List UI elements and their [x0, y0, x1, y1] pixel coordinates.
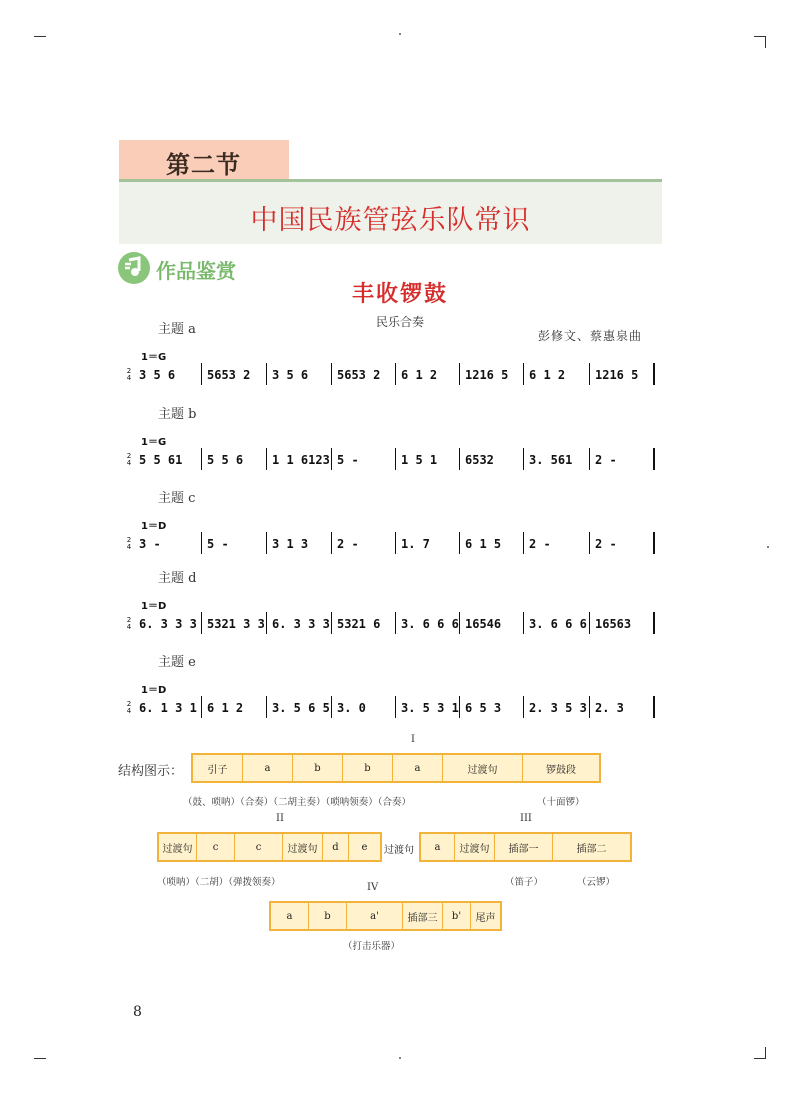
bar-line: [266, 532, 267, 554]
time-signature-top: 2: [126, 452, 132, 460]
bar-line: [459, 448, 460, 470]
measure: 1 5 1: [401, 453, 438, 467]
measure: 3. 5 3 1: [401, 701, 459, 715]
bar-line: [589, 612, 590, 634]
piece-title: 丰收锣鼓: [351, 281, 448, 307]
bar-line: [459, 612, 460, 634]
bar-line: [653, 532, 655, 554]
bar-line: [523, 363, 524, 385]
measure: 5 -: [207, 537, 229, 551]
measure: 5 5 61: [139, 453, 183, 467]
measure: 6 1 5: [465, 537, 502, 551]
structure-cell: 尾声: [475, 912, 496, 924]
structure-cell: c: [197, 834, 235, 860]
measure: 5321 3 3: [207, 617, 265, 631]
structure-strip-i: [191, 753, 601, 783]
section-title: 中国民族管弦乐队常识: [250, 205, 531, 236]
structure-cell: 过渡句: [283, 834, 323, 860]
section-tab: [119, 140, 289, 180]
structure-cell: a: [271, 903, 309, 929]
bar-line: [395, 612, 396, 634]
structure-cell: 引子: [193, 755, 243, 781]
bar-line: [331, 696, 332, 718]
bar-line: [589, 696, 590, 718]
measure: 6. 1 3 1: [139, 701, 197, 715]
section-roman-ii: II: [276, 813, 284, 824]
measure: 2. 3: [595, 701, 624, 715]
bar-line: [653, 612, 655, 634]
time-signature-top: 2: [126, 536, 132, 544]
page-number: 8: [133, 1004, 142, 1020]
notation-line: [135, 360, 657, 390]
structure-cell: a: [421, 834, 455, 860]
bar-line: [395, 363, 396, 385]
time-signature: [125, 368, 133, 382]
theme-label: 主题 e: [158, 655, 196, 670]
registration-dot: [399, 33, 401, 35]
bar-line: [331, 532, 332, 554]
structure-cell: d: [323, 834, 349, 860]
bar-line: [589, 448, 590, 470]
notation-line: [135, 529, 657, 559]
bar-line: [201, 532, 202, 554]
measure: 3. 561: [529, 453, 573, 467]
bar-line: [523, 448, 524, 470]
bar-line: [266, 696, 267, 718]
bar-line: [395, 448, 396, 470]
notation-line: [135, 693, 657, 723]
measure: 2 -: [595, 453, 617, 467]
time-signature-bottom: 4: [126, 374, 132, 382]
structure-cell: c: [235, 834, 283, 860]
bar-line: [266, 363, 267, 385]
key-signature: 1＝G: [141, 352, 167, 363]
crop-mark: [765, 36, 766, 48]
instrument-note: （打击乐器）: [343, 941, 401, 952]
bar-line: [201, 363, 202, 385]
time-signature-bottom: 4: [126, 623, 132, 631]
measure: 6. 3 3 3: [139, 617, 197, 631]
measure: 16546: [465, 617, 502, 631]
time-signature: [125, 701, 133, 715]
structure-cell: 插部二: [576, 843, 607, 855]
structure-label: 结构图示：: [118, 764, 184, 779]
piece-subtitle: 民乐合奏: [375, 315, 424, 329]
measure: 1. 7: [401, 537, 430, 551]
structure-cell: a: [393, 755, 443, 781]
section-roman-iii: III: [520, 813, 532, 824]
measure: 3 5 6: [139, 368, 176, 382]
bar-line: [266, 612, 267, 634]
bar-line: [589, 363, 590, 385]
structure-cell: 锣鼓段: [546, 764, 576, 776]
measure: 6. 3 3 3: [272, 617, 330, 631]
measure: 5653 2: [337, 368, 381, 382]
section-roman-i: I: [411, 734, 415, 745]
time-signature: [125, 453, 133, 467]
time-signature: [125, 537, 133, 551]
key-signature: 1＝G: [141, 437, 167, 448]
structure-cell: b': [443, 903, 471, 929]
theme-label: 主题 a: [158, 322, 196, 337]
time-signature-bottom: 4: [126, 459, 132, 467]
time-signature-top: 2: [126, 700, 132, 708]
notation-line: [135, 609, 657, 639]
structure-cell: a: [243, 755, 293, 781]
measure: 3 5 6: [272, 368, 309, 382]
measure: 3. 6 6 6: [529, 617, 587, 631]
structure-cell: b: [293, 755, 343, 781]
bar-line: [523, 532, 524, 554]
measure: 2 -: [529, 537, 551, 551]
bar-line: [395, 532, 396, 554]
structure-cell: 插部三: [403, 903, 443, 929]
measure: 16563: [595, 617, 632, 631]
time-signature: [125, 617, 133, 631]
instrument-note: （鼓、唢呐）（合奏）（二胡主奏）（唢呐领奏）（合奏）: [183, 797, 412, 808]
instrument-note: （笛子）: [505, 877, 544, 888]
structure-cell: 插部一: [495, 834, 553, 860]
bar-line: [266, 448, 267, 470]
structure-cell: b: [343, 755, 393, 781]
theme-label: 主题 c: [158, 491, 196, 506]
measure: 1216 5: [595, 368, 639, 382]
structure-cell: e: [361, 841, 368, 853]
measure: 6 5 3: [465, 701, 502, 715]
measure: 2 -: [595, 537, 617, 551]
measure: 3. 0: [337, 701, 366, 715]
measure: 6 1 2: [529, 368, 566, 382]
measure: 1216 5: [465, 368, 509, 382]
structure-strip-iii: [419, 832, 632, 862]
theme-label: 主题 b: [158, 407, 197, 422]
bar-line: [201, 448, 202, 470]
bar-line: [201, 612, 202, 634]
measure: 5321 6: [337, 617, 381, 631]
structure-strip-iv: [269, 901, 502, 931]
measure: 6 1 2: [401, 368, 438, 382]
key-signature: 1＝D: [141, 521, 167, 532]
crop-mark: [34, 36, 46, 37]
time-signature-top: 2: [126, 367, 132, 375]
measure: 3. 5 6 5: [272, 701, 330, 715]
bar-line: [459, 363, 460, 385]
bar-line: [331, 612, 332, 634]
registration-dot: [767, 546, 769, 548]
time-signature-bottom: 4: [126, 543, 132, 551]
bar-line: [331, 448, 332, 470]
measure: 1 1 6123: [272, 453, 330, 467]
measure: 6532: [465, 453, 494, 467]
bar-line: [523, 612, 524, 634]
measure: 5653 2: [207, 368, 251, 382]
instrument-note: （云锣）: [577, 877, 616, 888]
measure: 6 1 2: [207, 701, 244, 715]
instrument-note: （十面锣）: [537, 797, 585, 808]
time-signature-top: 2: [126, 616, 132, 624]
bar-line: [201, 696, 202, 718]
time-signature-bottom: 4: [126, 707, 132, 715]
registration-dot: [399, 1057, 401, 1059]
key-signature: 1＝D: [141, 685, 167, 696]
bar-line: [459, 696, 460, 718]
structure-cell: 过渡句: [159, 834, 197, 860]
bar-line: [653, 448, 655, 470]
structure-strip-ii: [157, 832, 382, 862]
notation-line: [135, 445, 657, 475]
composer-credit: 彭修文、蔡惠泉曲: [538, 329, 643, 343]
instrument-note: （唢呐）（二胡）（弹拨领奏）: [157, 877, 281, 888]
structure-cell: 过渡句: [455, 834, 495, 860]
measure: 2. 3 5 3: [529, 701, 587, 715]
crop-mark: [34, 1058, 46, 1059]
transition-label: 过渡句: [384, 845, 414, 856]
section-tab-label: 第二节: [166, 151, 241, 179]
structure-cell: a': [347, 903, 403, 929]
measure: 3 1 3: [272, 537, 309, 551]
bar-line: [331, 363, 332, 385]
key-signature: 1＝D: [141, 601, 167, 612]
structure-cell: b: [309, 903, 347, 929]
crop-mark: [765, 1047, 766, 1059]
measure: 5 5 6: [207, 453, 244, 467]
section-roman-iv: IV: [367, 882, 379, 893]
bar-line: [653, 696, 655, 718]
structure-cell: 过渡句: [443, 755, 523, 781]
theme-label: 主题 d: [158, 571, 197, 586]
bar-line: [589, 532, 590, 554]
bar-line: [395, 696, 396, 718]
measure: 3. 6 6 6: [401, 617, 459, 631]
measure: 5 -: [337, 453, 359, 467]
measure: 2 -: [337, 537, 359, 551]
appreciation-label: 作品鉴赏: [156, 259, 236, 283]
bar-line: [653, 363, 655, 385]
bar-line: [459, 532, 460, 554]
section-title-band: [119, 182, 662, 244]
measure: 3 -: [139, 537, 161, 551]
bar-line: [523, 696, 524, 718]
